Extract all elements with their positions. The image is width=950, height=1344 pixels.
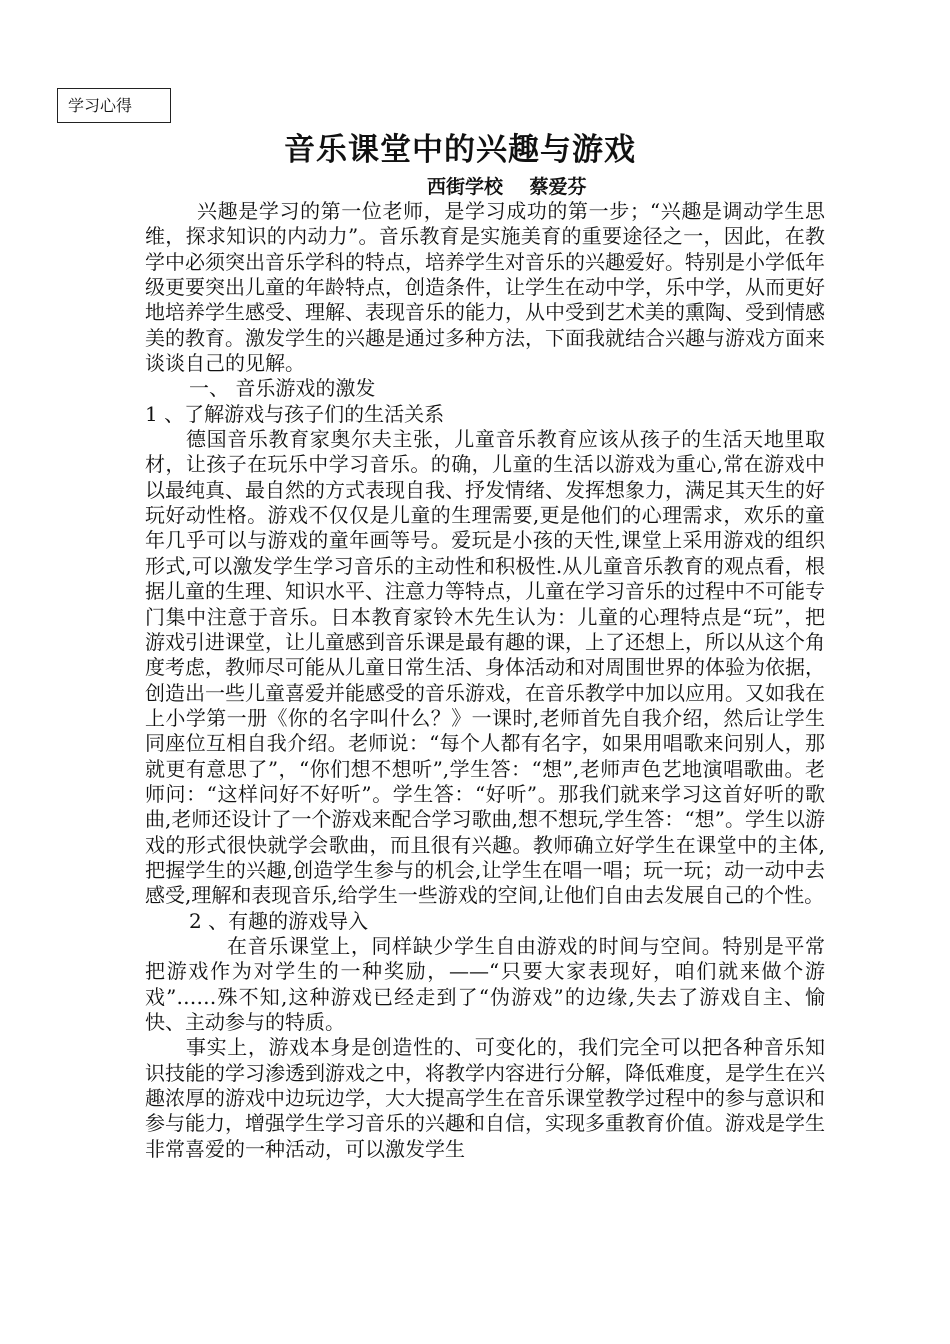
body-paragraph: 事实上，游戏本身是创造性的、可变化的，我们完全可以把各种音乐知识技能的学习渗透到游戏之中，将教学内容进行分解，降低难度，是学生在兴趣浓厚的游戏中边玩边学，大大提高学生在音乐课堂教学过程中的参与意识和参与能力，增强学生学习音乐的兴趣和自信，实现多重教育价值。游戏是学生非常喜爱的一种活动，可以激发学生 bbox=[145, 1035, 825, 1161]
subsection-heading: 2 、有趣的游戏导入 bbox=[189, 908, 369, 933]
article-body bbox=[145, 199, 825, 1162]
section-heading: 一、 音乐游戏的激发 bbox=[189, 376, 376, 401]
subsection-heading: 1 、了解游戏与孩子们的生活关系 bbox=[145, 401, 445, 426]
body-paragraph: 德国音乐教育家奥尔夫主张，儿童音乐教育应该从孩子的生活天地里取材，让孩子在玩乐中学习音乐。的确，儿童的生活以游戏为重心,常在游戏中以最纯真、最自然的方式表现自我、抒发情绪、发挥想象力，满足其天生的好玩好动性格。游戏不仅仅是儿童的生理需要,更是他们的心理需求，欢乐的童年几乎可以与游戏的童年画等号。爱玩是小孩的天性,课堂上采用游戏的组织形式,可以激发学生学习音乐的主动性和积极性.从儿童音乐教育的观点看，根据儿童的生理、知识水平、注意力等特点，儿童在学习音乐的过程中不可能专门集中注意于音乐。日本教育家铃木先生认为：儿童的心理特点是“玩”，把游戏引进课堂，让儿童感到音乐课是最有趣的课，上了还想上，所以从这个角度考虑，教师尽可能从儿童日常生活、身体活动和对周围世界的体验为依据，创造出一些儿童喜爱并能感受的音乐游戏，在音乐教学中加以应用。又如我在上小学第一册《你的名字叫什么？》一课时,老师首先自我介绍，然后让学生同座位互相自我介绍。老师说：“每个人都有名字，如果用唱歌来问别人，那就更有意思了”，“你们想不想听”,学生答：“想”,老师声色艺地演唱歌曲。老师问：“这样问好不好听”。学生答：“好听”。那我们就来学习这首好听的歌曲,老师还设计了一个游戏来配合学习歌曲,想不想玩,学生答：“想”。学生以游戏的形式很快就学会歌曲，而且很有兴趣。教师确立好学生在课堂中的主体,把握学生的兴趣,创造学生参与的机会,让学生在唱一唱；玩一玩；动一动中去感受,理解和表现音乐,给学生一些游戏的空间,让他们自由去发展自己的个性。 bbox=[145, 427, 825, 908]
intro-paragraph: 兴趣是学习的第一位老师，是学习成功的第一步；“兴趣是调动学生思维，探求知识的内动力”。音乐教育是实施美育的重要途径之一，因此，在教学中必须突出音乐学科的特点，培养学生对音乐的兴趣爱好。特别是小学低年级更要突出儿童的年龄特点，创造条件，让学生在动中学，乐中学，从而更好地培养学生感受、理解、表现音乐的能力，从中受到艺术美的熏陶、受到情感美的教育。激发学生的兴趣是通过多种方法，下面我就结合兴趣与游戏方面来谈谈自己的见解。 bbox=[145, 199, 825, 376]
document-tag: 学习心得 bbox=[57, 88, 171, 123]
body-paragraph: 在音乐课堂上，同样缺少学生自由游戏的时间与空间。特别是平常把游戏作为对学生的一种奖励，——“只要大家表现好，咱们就来做个游戏”……殊不知,这种游戏已经走到了“伪游戏”的边缘,失去了游戏自主、愉快、主动参与的特质。 bbox=[145, 933, 825, 1034]
page-title: 音乐课堂中的兴趣与游戏 bbox=[284, 132, 636, 168]
author-line: 西街学校 蔡爱芬 bbox=[427, 176, 587, 198]
